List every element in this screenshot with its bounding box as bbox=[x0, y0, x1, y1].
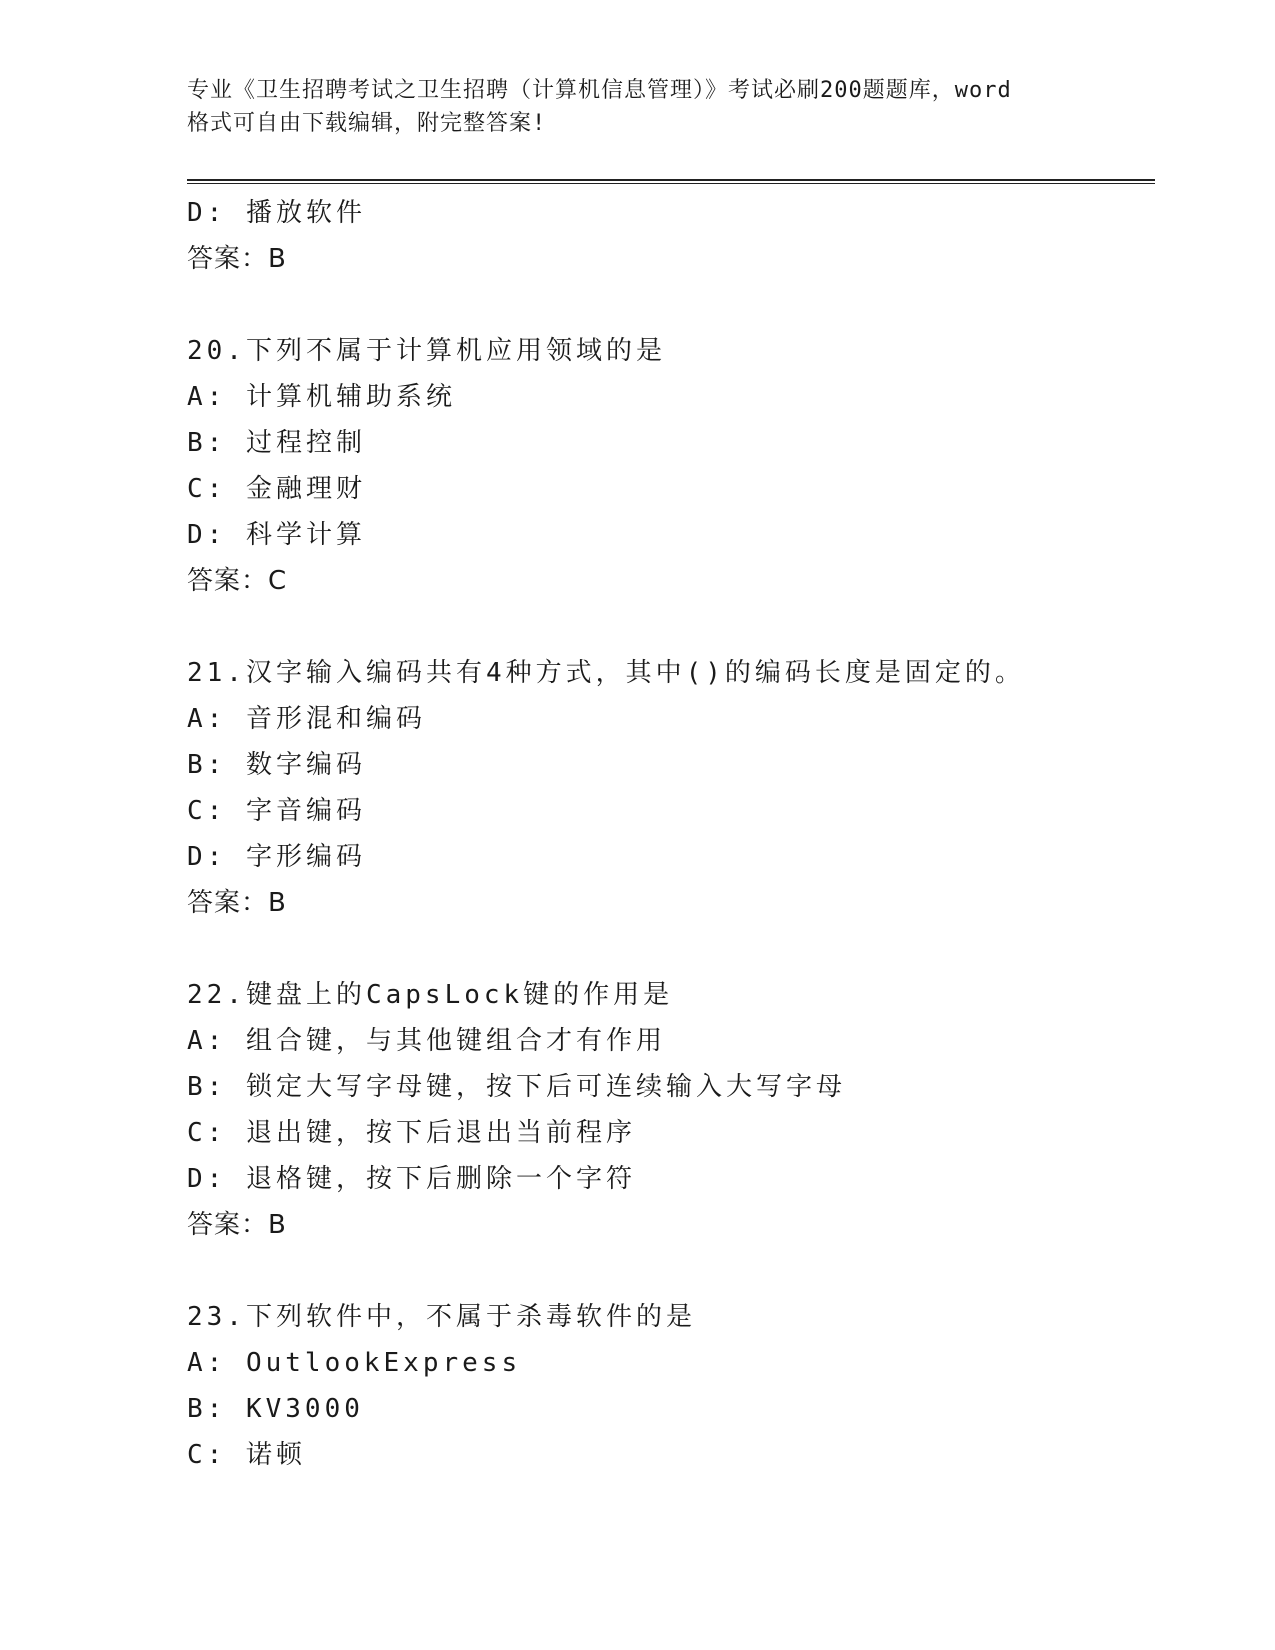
question-block bbox=[187, 1294, 1147, 1478]
answer-text: 答案：B bbox=[187, 244, 287, 274]
question-text: 23.下列软件中，不属于杀毒软件的是 bbox=[187, 1302, 696, 1332]
option-text: D: 科学计算 bbox=[187, 520, 366, 550]
option-text: A: OutlookExpress bbox=[187, 1348, 522, 1378]
option-text: C: 诺顿 bbox=[187, 1440, 306, 1470]
block-spacer bbox=[187, 926, 1147, 972]
option-text: A: 音形混和编码 bbox=[187, 704, 426, 734]
header-line-2: 格式可自由下载编辑，附完整答案! bbox=[187, 111, 547, 136]
question-text: 20.下列不属于计算机应用领域的是 bbox=[187, 336, 666, 366]
option-text: C: 金融理财 bbox=[187, 474, 366, 504]
question-block bbox=[187, 972, 1147, 1248]
question-text: 21.汉字输入编码共有4种方式，其中()的编码长度是固定的。 bbox=[187, 658, 1025, 688]
option-text: D: 字形编码 bbox=[187, 842, 366, 872]
question-block bbox=[187, 190, 1147, 282]
option-text: B: 数字编码 bbox=[187, 750, 366, 780]
option-text: A: 计算机辅助系统 bbox=[187, 382, 456, 412]
option-text: B: KV3000 bbox=[187, 1394, 364, 1424]
block-spacer bbox=[187, 604, 1147, 650]
option-text: B: 锁定大写字母键，按下后可连续输入大写字母 bbox=[187, 1072, 846, 1102]
question-text: 22.键盘上的CapsLock键的作用是 bbox=[187, 980, 674, 1010]
block-spacer bbox=[187, 282, 1147, 328]
block-spacer bbox=[187, 1248, 1147, 1294]
option-text: C: 退出键，按下后退出当前程序 bbox=[187, 1118, 636, 1148]
answer-text: 答案：B bbox=[187, 888, 287, 918]
option-text: A: 组合键，与其他键组合才有作用 bbox=[187, 1026, 666, 1056]
option-text: D: 退格键，按下后删除一个字符 bbox=[187, 1164, 636, 1194]
header-divider bbox=[187, 179, 1155, 184]
option-text: C: 字音编码 bbox=[187, 796, 366, 826]
question-list bbox=[187, 190, 1147, 1478]
option-text: D: 播放软件 bbox=[187, 198, 366, 228]
answer-text: 答案：B bbox=[187, 1210, 287, 1240]
question-block bbox=[187, 650, 1147, 926]
answer-text: 答案：C bbox=[187, 566, 288, 596]
question-block bbox=[187, 328, 1147, 604]
option-text: B: 过程控制 bbox=[187, 428, 366, 458]
header-line-1: 专业《卫生招聘考试之卫生招聘（计算机信息管理）》考试必刷200题题库，word bbox=[187, 78, 1012, 103]
document-header bbox=[187, 74, 1087, 140]
